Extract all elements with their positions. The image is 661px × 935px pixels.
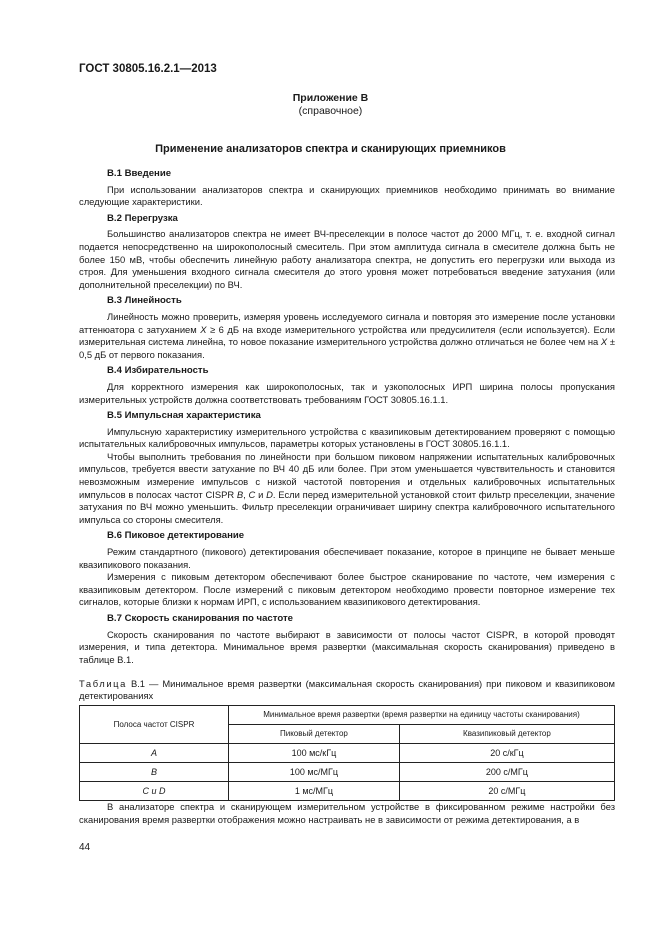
paragraph: Для корректного измерения как широкополосных, так и узкополосных ИРП ширина полосы пропускания измерительных устройств должна соответствовать требованиям ГОСТ 30805.16.1.1. [79, 380, 615, 405]
table-row [80, 744, 615, 763]
section-heading: В.6 Пиковое детектирование [107, 530, 245, 542]
document-code: ГОСТ 30805.16.2.1—2013 [79, 63, 217, 75]
paragraph: Измерения с пиковым детектором обеспечивают более быстрое сканирование по частоте, чем измерения с квазипиковым детектором. После измерений с пиковым детектором необходимо провести повторное измерение тех сигналов, которые близки к нормам ИРП, с использованием квазипикового детектирования. [79, 571, 615, 608]
table-caption: Таблица В.1 — Минимальное время развертки (максимальная скорость сканирования) при пиковом и квазипиковом детектированиях [79, 678, 615, 701]
table-cell-peak: 1 мс/МГц [229, 782, 400, 801]
table-header-band: Полоса частот CISPR [80, 706, 229, 744]
section-heading: В.1 Введение [107, 168, 172, 179]
document-body [79, 168, 615, 827]
paragraph: Линейность можно проверить, измеряя уровень исследуемого сигнала и повторяя это измерение после установки аттенюатора с затуханием X ≥ 6 дБ на входе измерительного устройства или предусилителя (если используется). Если измерительная система линейна, то новое показание измерительного устройства должно отличаться не более чем на X ± 0,5 дБ от первого показания. [79, 310, 616, 360]
section-heading: В.5 Импульсная характеристика [107, 410, 261, 422]
paragraph: Большинство анализаторов спектра не имеет ВЧ-преселекции в полосе частот до 2000 МГц, т. е. входной сигнал подается непосредственно на широкополосный смеситель. При этом амплитуда сигнала в смесителе должна быть не более 150 мВ, чтобы обеспечить линейную работу анализатора спектра, не допустить его перегрузки или выхода из строя. Для уменьшения входного сигнала смесителя до этого уровня может потребоваться введение затухания (или дополнительной преселекции) по ВЧ. [79, 228, 615, 290]
paragraph: Импульсную характеристику измерительного устройства с квазипиковым детектированием проверяют с помощью испытательных калибровочных импульсов, параметры которых установлены в ГОСТ 30805.16.1.1. [79, 425, 615, 450]
main-title: Применение анализаторов спектра и сканирующих приемников [155, 143, 506, 155]
table-header-qp: Квазипиковый детектор [399, 725, 614, 744]
paragraph: Режим стандартного (пикового) детектирования обеспечивает показание, которое в принципе не бывает меньше квазипикового показания. [79, 546, 615, 570]
table-cell-peak: 100 мс/кГц [229, 744, 400, 763]
annex-title: Приложение В [292, 92, 369, 104]
section-heading: В.4 Избирательность [107, 365, 209, 377]
table-cell-band: C и D [80, 782, 229, 801]
table-cell-qp: 20 с/кГц [399, 744, 614, 763]
table-cell-band: B [80, 763, 229, 782]
paragraph: При использовании анализаторов спектра и сканирующих приемников необходимо принимать во внимание следующие характеристики. [79, 183, 615, 208]
table-cell-peak: 100 мс/МГц [229, 763, 400, 782]
paragraph: Скорость сканирования по частоте выбирают в зависимости от полосы частот CISPR, в которой проводят измерения, и типа детектора. Минимальное время развертки (максимальная скорость сканирования) приведено в таблице В.1. [79, 628, 615, 665]
page-number: 44 [79, 842, 91, 853]
table-header-peak: Пиковый детектор [229, 725, 400, 744]
sweep-time-table [79, 705, 615, 801]
annex-subtitle: (справочное) [298, 105, 363, 117]
table-cell-qp: 200 с/МГц [399, 763, 614, 782]
section-heading: В.2 Перегрузка [107, 212, 178, 224]
table-cell-qp: 20 с/МГц [399, 782, 614, 801]
section-heading: В.7 Скорость сканирования по частоте [107, 613, 293, 624]
paragraph: В анализаторе спектра и сканирующем измерительном устройстве в фиксированном режиме настройки без сканирования время развертки отображения можно настраивать не в зависимости от режима детектирования, а в [79, 801, 615, 825]
table-header-group: Минимальное время развертки (время развертки на единицу частоты сканирования) [229, 706, 615, 725]
table-cell-band: A [80, 744, 229, 763]
paragraph: Чтобы выполнить требования по линейности при большом пиковом напряжении испытательных калибровочных импульсов, требуется ввести затухание по ВЧ 40 дБ или более. При этом уменьшается чувствительность и становится невозможным измерение импульсов с низкой частотой повторения и отдельных калибровочных испытательных импульсов в полосах частот CISPR B, C и D. Если перед измерительной установкой стоит фильтр преселекции, значение затухания по ВЧ можно уменьшить. Фильтр преселекции ограничивает ширину спектра калибровочного испытательного импульса со стороны смесителя. [79, 450, 615, 525]
section-heading: В.3 Линейность [107, 295, 182, 307]
table-row [80, 782, 615, 801]
table-row [80, 763, 615, 782]
